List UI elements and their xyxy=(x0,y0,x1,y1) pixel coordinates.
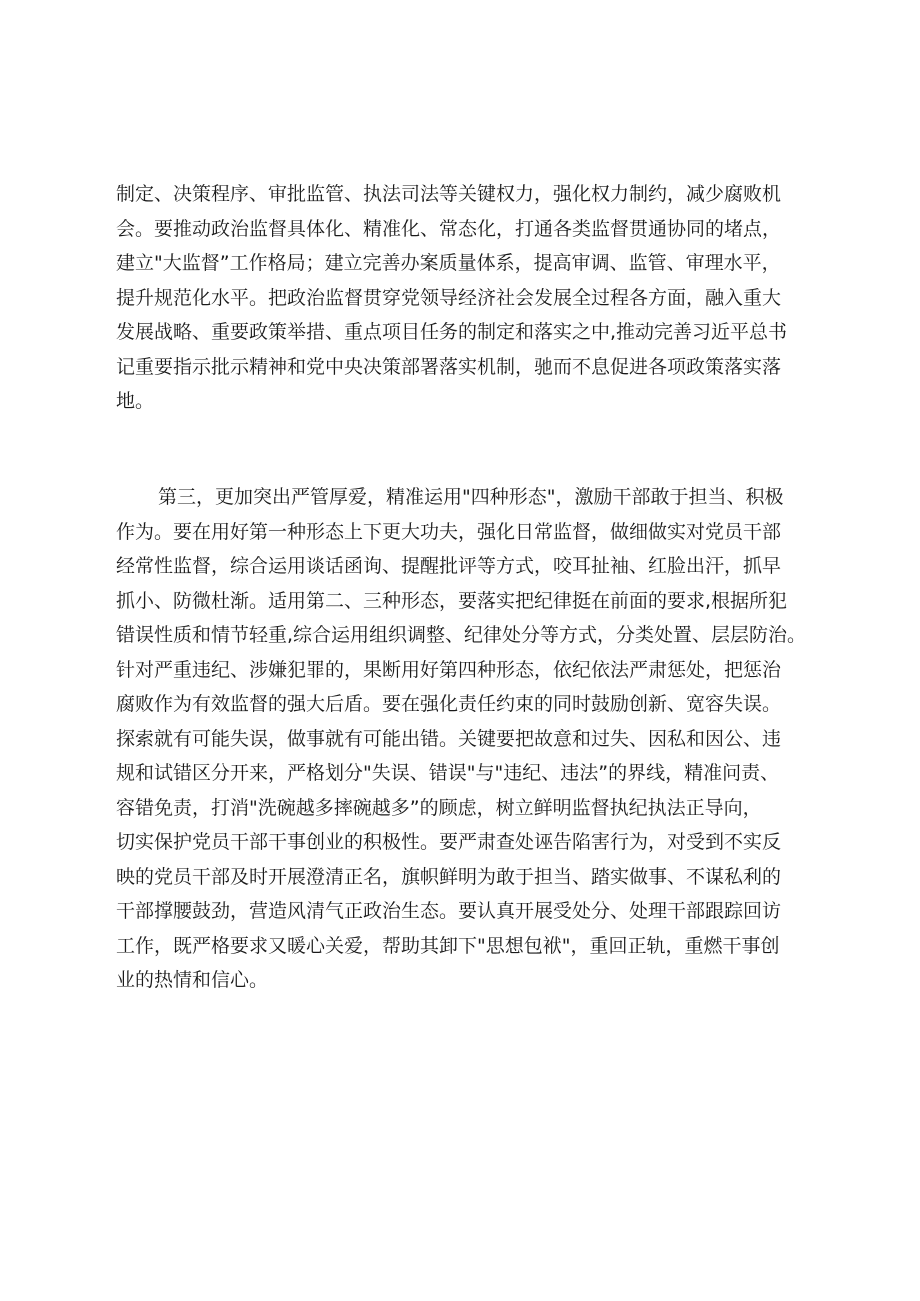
paragraph-line: 建立"大监督”工作格局；建立完善办案质量体系，提高审调、监管、审理水平， xyxy=(116,252,781,274)
body-paragraph-2 xyxy=(116,480,806,998)
paragraph-line: 会。要推动政治监督具体化、精准化、常态化，打通各类监督贯通协同的堵点， xyxy=(116,217,782,240)
paragraph-line: 发展战略、重要政策举措、重点项目任务的制定和落实之中,推动完善习近平总书 xyxy=(116,321,788,343)
paragraph-line: 错误性质和情节轻重,综合运用组织调整、纪律处分等方式，分类处置、层层防治。 xyxy=(116,624,807,646)
paragraph-line: 作为。要在用好第一种形态上下更大功夫，强化日常监督，做细做实对党员干部 xyxy=(116,520,782,543)
paragraph-line: 腐败作为有效监督的强大后盾。要在强化责任约束的同时鼓励创新、宽容失误。 xyxy=(116,693,782,715)
paragraph-line: 针对严重违纪、涉嫌犯罪的，果断用好第四种形态，依纪依法严肃惩处，把惩治 xyxy=(116,658,782,681)
paragraph-line: 工作，既严格要求又暖心关爱，帮助其卸下"思想包袱"，重回正轨，重燃干事创 xyxy=(116,934,780,957)
paragraph-line: 经常性监督，综合运用谈话函询、提醒批评等方式，咬耳扯袖、红脸出汗，抓早 xyxy=(116,555,782,577)
paragraph-line: 探索就有可能失误，做事就有可能出错。关键要把故意和过失、因私和因公、违 xyxy=(116,727,782,750)
paragraph-line: 切实保护党员干部干事创业的积极性。要严肃查处诬告陷害行为，对受到不实反 xyxy=(116,831,782,853)
paragraph-line: 抓小、防微杜渐。适用第二、三种形态，要落实把纪律挺在前面的要求,根据所犯 xyxy=(116,589,788,612)
paragraph-line: 制定、决策程序、审批监管、执法司法等关键权力，强化权力制约，减少腐败机 xyxy=(116,183,782,205)
paragraph-line-first: 第三，更加突出严管厚爱，精准运用"四种形态"，激励干部敢于担当、积极 xyxy=(158,486,784,508)
paragraph-line: 记重要指示批示精神和党中央决策部署落实机制，驰而不息促进各项政策落实落 xyxy=(116,355,782,378)
paragraph-line: 业的热情和信心。 xyxy=(116,969,269,991)
paragraph-line: 提升规范化水平。把政治监督贯穿党领导经济社会发展全过程各方面，融入重大 xyxy=(116,286,782,309)
paragraph-line: 干部撑腰鼓劲，营造风清气正政治生态。要认真开展受处分、处理干部跟踪回访 xyxy=(116,900,782,922)
paragraph-line: 容错免责，打消"洗碗越多摔碗越多”的顾虑，树立鲜明监督执纪执法正导向， xyxy=(116,796,762,819)
paragraph-line: 规和试错区分开来，严格划分"失误、错误"与"违纪、违法”的界线，精准问责、 xyxy=(116,762,780,784)
body-paragraph-1 xyxy=(116,177,806,419)
paragraph-line: 地。 xyxy=(116,390,155,412)
paragraph-line: 映的党员干部及时开展澄清正名，旗帜鲜明为敢于担当、踏实做事、不谋私利的 xyxy=(116,865,782,888)
